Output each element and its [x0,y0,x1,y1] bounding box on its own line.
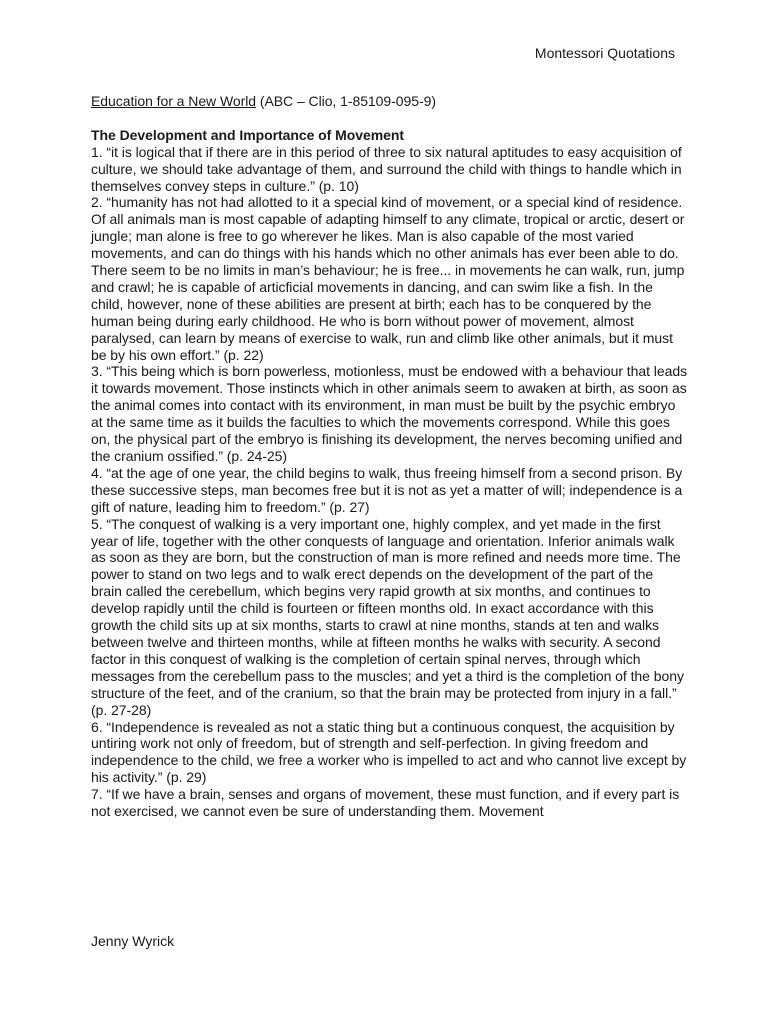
section-heading: The Development and Importance of Movement [91,126,404,143]
book-title: Education for a New World [91,93,257,109]
document-body [91,93,687,820]
page-footer: Jenny Wyrick [91,933,175,949]
quote-list [91,144,687,820]
quote-item: 4. “at the age of one year, the child begins to walk, thus freeing himself from a second prison. By these successive steps, man becomes free but it is not as yet a matter of will; independence is a gift of nature, leading him to freedom.” (p. 27) [91,464,683,515]
quote-item: 6. “Independence is revealed as not a static thing but a continuous conquest, the acquisition by untiring work not only of freedom, but of strength and self-perfection. In giving freedom and independence to the child, we free a worker who is impelled to act and who cannot live except by his activity.” (p. 29) [91,718,687,786]
book-details: (ABC – Clio, 1-85109-095-9) [256,93,436,109]
source-citation [91,93,687,110]
quote-item: 5. “The conquest of walking is a very important one, highly complex, and yet made in the first year of life, together with the other conquests of language and orientation. Inferior animals walk as soon as they are born, but the construction of man is more refined and needs more time. The power to stand on two legs and to walk erect depends on the development of the part of the brain called the cerebellum, which begins very rapid growth at six months, and continues to develop rapidly until the child is fourteen or fifteen months old. In exact accordance with this growth the child sits up at six months, starts to crawl at nine months, stands at ten and walks between twelve and thirteen months, while at fifteen months he walks with security. A second factor in this conquest of walking is the completion of certain spinal nerves, through which messages from the cerebellum pass to the muscles; and yet a third is the completion of the bony structure of the feet, and of the cranium, so that the brain may be protected from injury in a fall.” (p. 27-28) [91,515,684,718]
quote-item: 7. “If we have a brain, senses and organs of movement, these must function, and if every part is not exercised, we cannot even be sure of understanding them. Movement [91,786,680,820]
quote-item: 2. “humanity has not had allotted to it a special kind of movement, or a special kind of residence. Of all animals man is most capable of adapting himself to any climate, tropical or arctic, desert or jungle; man alone is free to go wherever he likes. Man is also capable of the most varied movements, and can do things with his hands which no other animals has ever been able to do. There seem to be no limits in man’s behaviour; he is free... in movements he can walk, run, jump and crawl; he is capable of articficial movements in dancing, and can swim like a fish. In the child, however, none of these abilities are present at birth; each has to be conquered by the human being during early childhood. He who is born without power of movement, almost paralysed, can learn by means of exercise to walk, run and climb like other animals, but it must be by his own effort.” (p. 22) [91,194,685,363]
quote-item: 1. “it is logical that if there are in this period of three to six natural aptitudes to easy acquisition of culture, we should take advantage of them, and surround the child with things to handle which in themselves convey steps in culture.” (p. 10) [91,143,682,194]
running-header: Montessori Quotations [534,45,675,61]
quote-item: 3. “This being which is born powerless, motionless, must be endowed with a behaviour that leads it towards movement. Those instincts which in other animals seem to awaken at birth, as soon as the animal comes into contact with its environment, in man must be built by the psychic embryo at the same time as it builds the faculties to which the movements correspond. While this goes on, the physical part of the embryo is finishing its development, the nerves becoming unified and the cranium ossified.” (p. 24-25) [91,363,688,465]
